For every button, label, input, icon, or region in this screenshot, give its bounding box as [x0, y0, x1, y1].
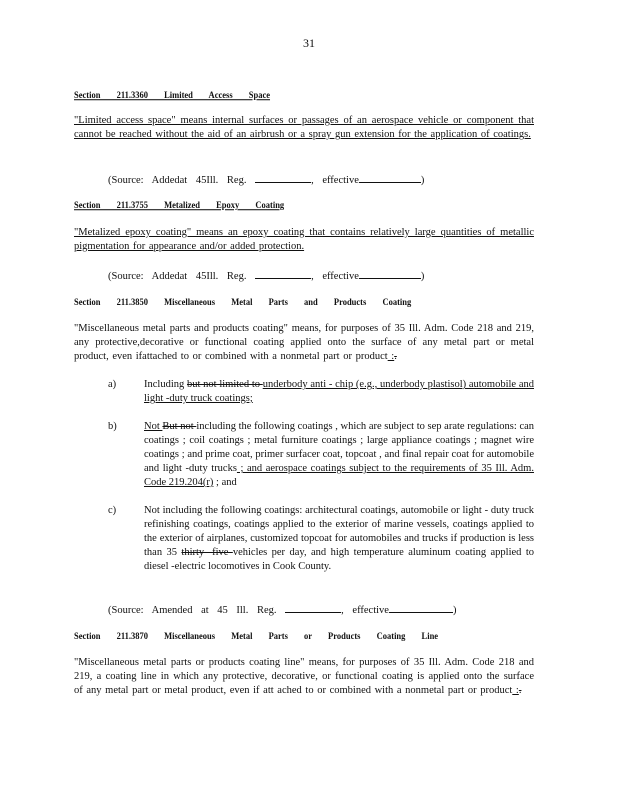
list-item-text [144, 420, 534, 490]
struck-text: But not [162, 421, 197, 432]
list-item-label: b) [108, 421, 117, 432]
source-close: ) [420, 175, 425, 186]
body-text: "Miscellaneous metal parts or products coating line" means, for purposes of 35 Ill. Adm. Code 218 and 219, a coating line in which any protective, decorative, or functional coating is applied onto the surface of any metal part or metal product, even if att ached to or combined with a nonmetal part or product [74, 657, 534, 696]
blank-line [255, 268, 311, 279]
source-action: Addedat 45Ill. Reg. [151, 175, 247, 186]
source-effective: effective [322, 175, 359, 186]
section-heading-3850: Section 211.3850 Miscellaneous Metal Parts and Products Coating [74, 296, 412, 308]
source-action: Amended at 45 Ill. Reg. [151, 605, 277, 616]
list-item-label: c) [108, 505, 117, 516]
blank-line [255, 172, 311, 183]
section-body-3870 [74, 656, 534, 698]
list-item-label: a) [108, 379, 117, 390]
section-body-3850 [74, 322, 534, 364]
source-line-3755: (Source: Addedat 45Ill. Reg. , effective ) [108, 268, 424, 282]
inserted-text: ; and aerospace coatings subject to the requirements of 35 Ill. Adm. Code 219.204(r) [144, 463, 534, 488]
struck-text: but not limited to [187, 379, 263, 390]
source-close: ) [452, 605, 457, 616]
blank-line [389, 602, 453, 613]
struck-text: . [518, 685, 522, 696]
inserted-text: underbody anti - chip (e.g., underbody plastisol) automobile and light -duty truck coatings; [144, 379, 534, 404]
source-effective: effective [322, 271, 359, 282]
item-text: ; and [213, 477, 237, 488]
source-line-3360: (Source: Addedat 45Ill. Reg. , effective ) [108, 172, 424, 186]
item-text: Not including the following coatings: architectural coatings, automobile or light - duty truck refinishing coatings, coatings applied to the exterior of marine vessels, coatings applied to the exterior of airplanes, customized topcoat for automobiles and trucks if production is less than 35 [144, 505, 534, 558]
source-effective: effective [352, 605, 389, 616]
inserted-text: : [512, 685, 519, 696]
page-number: 31 [303, 36, 315, 50]
body-text: "Miscellaneous metal parts and products coating" means, for purposes of 35 Ill. Adm. Code 218 and 219, any protective,decorative or functional coating applied onto the surface of any metal part or metal product, even ifattached to or combined with a nonmetal part or product [74, 323, 534, 362]
list-item-text [144, 378, 534, 406]
item-text: vehicles per day, and high temperature aluminum coating applied to diesel -electric locomotives in Cook County. [144, 547, 535, 572]
section-heading-3755: Section 211.3755 Metalized Epoxy Coating [74, 199, 285, 211]
source-action: Addedat 45Ill. Reg. [151, 271, 247, 282]
item-text: including the following coatings , which are subject to sep arate regulations: can coatings ; coil coatings ; metal furniture coatings ; large appliance coatings ; magnet wire coatings ; and prime coat, primer surfacer coat, topcoat , and final repair coat for automobile and light -duty trucks [144, 421, 535, 474]
source-close: ) [420, 271, 425, 282]
item-text: Including [144, 379, 187, 390]
struck-text: thirty- five [181, 547, 233, 558]
inserted-text: : [387, 351, 395, 362]
source-label: (Source: [108, 605, 144, 616]
section-heading-3870: Section 211.3870 Miscellaneous Metal Parts or Products Coating Line [74, 630, 439, 642]
source-line-3850: (Source: Amended at 45 Ill. Reg. , effective ) [108, 602, 456, 616]
blank-line [359, 268, 421, 279]
inserted-text: Not [144, 421, 163, 432]
blank-line [359, 172, 421, 183]
source-label: (Source: [108, 271, 144, 282]
section-body-3755: "Metalized epoxy coating" means an epoxy coating that contains relatively large quantities of metallic pigmentation for appearance and/or added protection. [74, 227, 534, 252]
list-item-text [144, 504, 534, 574]
section-body-3360: "Limited access space" means internal surfaces or passages of an aerospace vehicle or component that cannot be reached without the aid of an airbrush or a spray gun extension for the application of coatings. [74, 115, 534, 140]
blank-line [285, 602, 341, 613]
source-label: (Source: [108, 175, 144, 186]
section-heading-3360: Section 211.3360 Limited Access Space [74, 89, 271, 101]
struck-text: . [394, 351, 397, 362]
